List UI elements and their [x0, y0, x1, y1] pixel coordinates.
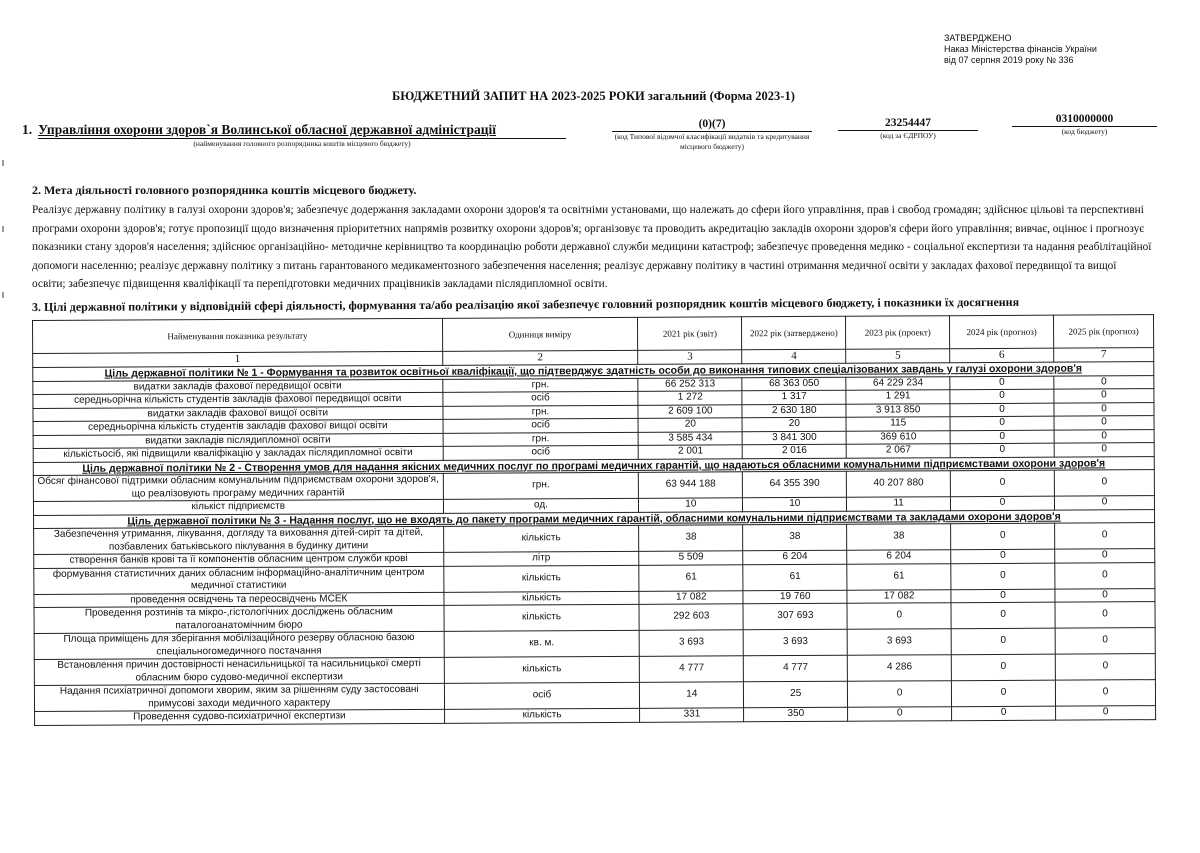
- value-2024: 0: [950, 470, 1054, 497]
- value-2025: 0: [1054, 470, 1154, 497]
- col-number: 7: [1054, 348, 1154, 363]
- approval-line-3: від 07 серпня 2019 року № 336: [944, 55, 1074, 65]
- value-2023: 6 204: [847, 550, 951, 564]
- section-2: [32, 183, 1152, 294]
- value-2025: 0: [1054, 443, 1154, 457]
- value-2023: 40 207 880: [847, 471, 951, 498]
- approval-line-1: ЗАТВЕРДЖЕНО: [944, 33, 1012, 43]
- value-2023: 61: [847, 563, 951, 590]
- value-2023: 3 913 850: [846, 403, 950, 417]
- value-2023: 0: [848, 681, 952, 708]
- value-2023: 0: [848, 707, 952, 721]
- indicator-name: середньорічна кількість студентів закладів фахової вищої освіти: [33, 419, 443, 435]
- value-2024: 0: [952, 680, 1056, 707]
- value-2025: 0: [1055, 680, 1155, 707]
- value-2021: 5 509: [639, 551, 743, 565]
- value-2021: 14: [640, 682, 744, 709]
- value-2022: 4 777: [744, 655, 848, 682]
- col-number: 2: [442, 350, 638, 365]
- indicator-name: видатки закладів післядипломної освіти: [33, 433, 443, 449]
- unit-of-measure: осіб: [443, 418, 639, 433]
- value-2022: 10: [743, 497, 847, 511]
- value-2022: 1 317: [742, 390, 846, 404]
- value-2022: 2 016: [742, 444, 846, 458]
- col-number: 6: [950, 348, 1054, 363]
- budget-code-block: [1012, 113, 1157, 137]
- value-2021: 2 609 100: [638, 404, 742, 418]
- results-table: [32, 314, 1156, 725]
- value-2022: 61: [743, 564, 847, 591]
- typical-code-block: [612, 118, 812, 152]
- value-2022: 350: [744, 707, 848, 721]
- indicator-name: видатки закладів фахової передвищої освіти: [33, 379, 443, 395]
- indicator-name: Проведення судово-психіатричної експертизи: [35, 709, 445, 725]
- budget-code-value: 0310000000: [1012, 113, 1157, 127]
- value-2025: 0: [1055, 588, 1155, 602]
- unit-of-measure: грн.: [443, 405, 639, 420]
- indicator-name: кількістьосіб, які підвищили кваліфікацію у закладах післядипломної освіти: [33, 446, 443, 462]
- unit-of-measure: осіб: [442, 391, 638, 406]
- value-2024: 0: [950, 376, 1054, 390]
- value-2024: 0: [951, 563, 1055, 590]
- edrpou-block: [838, 117, 978, 141]
- col-number: 5: [846, 349, 950, 364]
- unit-of-measure: осіб: [444, 682, 640, 709]
- col-number: 1: [33, 351, 443, 367]
- value-2021: 10: [639, 498, 743, 512]
- value-2024: 0: [952, 706, 1056, 720]
- value-2022: 20: [742, 417, 846, 431]
- unit-of-measure: грн.: [443, 432, 639, 447]
- col-header-unit: Одиниця виміру: [442, 317, 638, 351]
- unit-of-measure: грн.: [443, 472, 639, 499]
- value-2023: 17 082: [847, 589, 951, 603]
- value-2025: 0: [1055, 549, 1155, 563]
- indicator-name: кількіст підприємств: [33, 499, 443, 515]
- document-title: БЮДЖЕТНИЙ ЗАПИТ НА 2023-2025 РОКИ загальний (Форма 2023-1): [392, 89, 795, 103]
- col-header-2024: 2024 рік (прогноз): [950, 315, 1054, 349]
- unit-of-measure: кількість: [443, 565, 639, 592]
- col-header-2021: 2021 рік (звіт): [638, 317, 742, 351]
- col-number: 4: [742, 349, 846, 364]
- goal-title: Ціль державної політики № 3 - Надання послуг, що не входять до пакету програми медичних гарантій, обласними комунальними підприємствами та закладами охорони здоров'я: [34, 509, 1155, 528]
- col-header-name: Найменування показника результату: [33, 318, 443, 353]
- col-header-2023: 2023 рік (проект): [846, 316, 950, 350]
- value-2024: 0: [950, 443, 1054, 457]
- value-2021: 292 603: [639, 604, 743, 631]
- value-2023: 369 610: [846, 430, 950, 444]
- typical-code-caption: (код Типової відомчої класифікації видатків та кредитування місцевого бюджету): [614, 132, 810, 151]
- value-2024: 0: [950, 389, 1054, 403]
- unit-of-measure: кількість: [443, 525, 639, 552]
- value-2023: 4 286: [848, 655, 952, 682]
- approval-line-2: Наказ Міністерства фінансів України: [944, 44, 1097, 54]
- col-header-2025: 2025 рік (прогноз): [1054, 315, 1154, 349]
- value-2023: 0: [847, 603, 951, 630]
- value-2021: 331: [640, 708, 744, 722]
- org-name-caption: (найменування головного розпорядника коштів місцевого бюджету): [193, 139, 411, 148]
- budget-code-caption: (код бюджету): [1061, 127, 1108, 136]
- indicator-name: середньорічна кількість студентів закладів фахової передвищої освіти: [33, 392, 443, 408]
- indicator-name: створення банків крові та її компонентів обласним центром служби крові: [34, 552, 444, 568]
- unit-of-measure: літр: [443, 551, 639, 566]
- value-2024: 0: [950, 416, 1054, 430]
- value-2023: 38: [847, 524, 951, 551]
- value-2021: 3 585 434: [639, 431, 743, 445]
- value-2021: 20: [638, 418, 742, 432]
- value-2021: 63 944 188: [639, 472, 743, 499]
- indicator-name: проведення освідчень та переосвідчень МСЕК: [34, 592, 444, 608]
- value-2024: 0: [951, 628, 1055, 655]
- value-2021: 61: [639, 564, 743, 591]
- unit-of-measure: кількість: [444, 656, 640, 683]
- value-2023: 2 067: [846, 444, 950, 458]
- value-2021: 17 082: [639, 590, 743, 604]
- section-3-heading: 3. Цілі державної політики у відповідній сфері діяльності, формування та/або реалізацію якої забезпечує головний розпорядник коштів місцевого бюджету, і показники їх досягнення: [31, 294, 1020, 314]
- indicator-name: Площа приміщень для зберігання мобілізаційного резерву обласною базою спеціальногомедичного постачання: [34, 631, 444, 659]
- value-2021: 38: [639, 525, 743, 552]
- value-2023: 11: [847, 497, 951, 511]
- value-2021: 3 693: [640, 630, 744, 657]
- value-2024: 0: [950, 430, 1054, 444]
- col-header-2022: 2022 рік (затверджено): [742, 316, 846, 350]
- col-number: 3: [638, 350, 742, 365]
- value-2021: 2 001: [639, 445, 743, 459]
- value-2023: 1 291: [846, 390, 950, 404]
- value-2025: 0: [1055, 628, 1155, 655]
- edrpou-value: 23254447: [838, 117, 978, 131]
- value-2024: 0: [951, 602, 1055, 629]
- value-2024: 0: [950, 403, 1054, 417]
- value-2023: 115: [846, 417, 950, 431]
- value-2023: 64 229 234: [846, 376, 950, 390]
- value-2025: 0: [1055, 523, 1155, 550]
- value-2022: 3 693: [743, 629, 847, 656]
- value-2024: 0: [951, 523, 1055, 550]
- value-2022: 3 841 300: [742, 431, 846, 445]
- value-2025: 0: [1054, 402, 1154, 416]
- org-name: Управління охорони здоров`я Волинської обласної державної адміністрації: [38, 122, 566, 139]
- value-2025: 0: [1054, 496, 1154, 510]
- value-2024: 0: [951, 654, 1055, 681]
- unit-of-measure: кв. м.: [444, 630, 640, 657]
- value-2024: 0: [951, 589, 1055, 603]
- value-2025: 0: [1055, 562, 1155, 589]
- unit-of-measure: кількість: [444, 591, 640, 606]
- section-2-text: Реалізує державну політику в галузі охорони здоров'я; забезпечує додержання закладами охорони здоров'я та освітніми установами, що належать до сфери його управління, прав і свобод громадян; здійснює цільові та перспективні програми охорони здоров'я; готує пропозиції щодо визначення пріоритетних напрямів розвитку охорони здоров'я; організовує та проводить акредитацію закладів охорони здоров'я сфери його управління; вивчає, оцінює і прогнозує показники стану здоров'я населення; здійснює організаційно- методичне керівництво та координацію роботи державної служби медицини катастроф; забезпечує проведення медико - соціальної експертизи та надання реабілітаційної допомоги населенню; реалізує державну політику з питань гарантованого медикаментозного забезпечення населення; реалізує державну політику в частині отримання медичної освіти у закладах фахової передвищої та вищої освіти; забезпечує підвищення кваліфікації та перепідготовки медичних працівників закладами післядипломної освіти.: [32, 204, 1152, 290]
- scan-margin-marks: [2, 160, 6, 360]
- section-1: [22, 122, 582, 149]
- unit-of-measure: кількість: [444, 708, 640, 723]
- goal-title: Ціль державної політики № 2 - Створення умов для надання якісних медичних послуг по програмі медичних гарантій, що надаються обласними комунальними підприємствами охорони здоров'я: [33, 456, 1154, 475]
- value-2022: 19 760: [743, 590, 847, 604]
- value-2024: 0: [951, 496, 1055, 510]
- value-2022: 64 355 390: [743, 471, 847, 498]
- value-2021: 66 252 313: [638, 377, 742, 391]
- value-2022: 38: [743, 524, 847, 551]
- value-2023: 3 693: [847, 629, 951, 656]
- value-2025: 0: [1054, 429, 1154, 443]
- unit-of-measure: грн.: [442, 378, 638, 393]
- indicator-name: формування статистичних даних обласним інформаційно-аналітичним центром медичної статистики: [34, 566, 444, 594]
- approval-stamp: [944, 33, 1097, 66]
- edrpou-caption: (код за ЄДРПОУ): [880, 131, 936, 140]
- value-2025: 0: [1056, 706, 1156, 720]
- value-2025: 0: [1054, 375, 1154, 389]
- value-2024: 0: [951, 549, 1055, 563]
- indicator-name: Забезпечення утримання, лікування, догляду та виховання дітей-сиріт та дітей, позбавлених батьківського піклування в будинку дитини: [34, 526, 444, 554]
- value-2025: 0: [1055, 602, 1155, 629]
- value-2022: 2 630 180: [742, 404, 846, 418]
- value-2022: 25: [744, 681, 848, 708]
- value-2021: 4 777: [640, 656, 744, 683]
- unit-of-measure: кількість: [444, 604, 640, 631]
- value-2022: 307 693: [743, 603, 847, 630]
- indicator-name: видатки закладів фахової вищої освіти: [33, 406, 443, 422]
- indicator-name: Проведення розтинів та мікро-,гістологічних досліджень обласним паталогоанатомічним бюро: [34, 605, 444, 633]
- value-2022: 68 363 050: [742, 377, 846, 391]
- value-2025: 0: [1054, 416, 1154, 430]
- unit-of-measure: осіб: [443, 445, 639, 460]
- value-2022: 6 204: [743, 550, 847, 564]
- unit-of-measure: од.: [443, 498, 639, 513]
- value-2025: 0: [1054, 389, 1154, 403]
- section-1-number: 1.: [22, 122, 33, 137]
- value-2021: 1 272: [638, 391, 742, 405]
- section-2-heading: 2. Мета діяльності головного розпорядника коштів місцевого бюджету.: [32, 183, 417, 197]
- indicator-name: Обсяг фінансової підтримки обласним комунальним підприємствам охорони здоров'я, що реалізовують програму медичних гарантій: [33, 473, 443, 501]
- typical-code-value: (0)(7): [612, 118, 812, 132]
- value-2025: 0: [1055, 654, 1155, 681]
- goal-title: Ціль державної політики № 1 - Формування та розвиток освітньої кваліфікації, що підтверджує здатність особи до виконання типових спеціалізованих завдань у галузі охорони здоров'я: [33, 362, 1154, 381]
- indicator-name: Надання психіатричної допомоги хворим, яким за рішенням суду застосовані примусові заходи медичного характеру: [34, 683, 444, 711]
- indicator-name: Встановлення причин достовірності ненасильницької та насильницької смерті обласним бюро судово-медичної експертизи: [34, 657, 444, 685]
